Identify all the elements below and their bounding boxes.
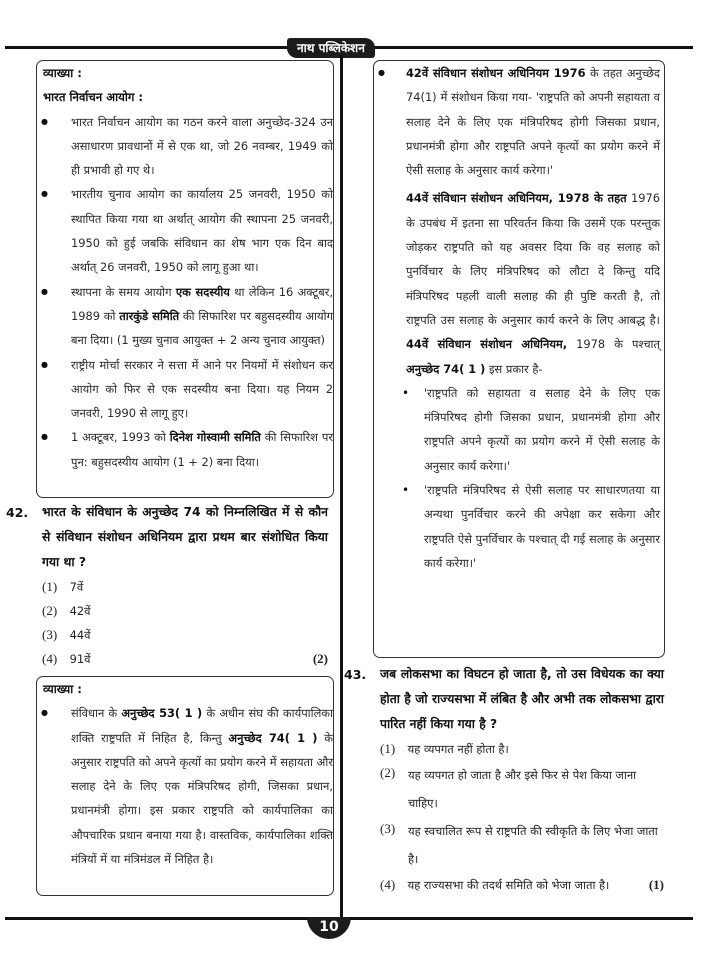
option-1	[42, 575, 328, 599]
explanation-label: व्याख्या :	[43, 66, 82, 80]
option-text: यह व्यपगत हो जाता है और इसे फिर से पेश किया जाना चाहिए।	[408, 768, 637, 810]
option-4	[42, 647, 328, 671]
option-label: (4)	[42, 651, 58, 666]
option-label: (3)	[380, 821, 396, 836]
question-text: जब लोकसभा का विघटन हो जाता है, तो उस विधेयक का क्या होता है जो राज्यसभा में लंबित है और अभी तक लोकसभा द्वारा पारित नहीं किया गया है ?	[380, 667, 664, 731]
para-text: 1978 के पश्चात्	[567, 337, 660, 352]
column-divider	[340, 55, 343, 917]
option-text: यह राज्यसभा की तदर्थ समिति को भेजा जाता है।	[407, 878, 610, 892]
option-text: यह स्वचालित रूप से राष्ट्रपति की स्वीकृति के लिए भेजा जाता है।	[408, 824, 658, 866]
sub-item: • 'राष्ट्रपति को सहायता व सलाह देने के लिए एक मंत्रिपरिषद होगी जिसका प्रधान, प्रधानमंत्री होगा और राष्ट्रपति अपने कृत्यों का प्रयोग करने में ऐसी सलाह के अनुसार कार्य करेगा।'	[394, 381, 664, 478]
sub-item: • 'राष्ट्रपति मंत्रिपरिषद से ऐसी सलाह पर साधारणतया या अन्यथा पुनर्विचार करने की अपेक्षा कर सकेगा और राष्ट्रपति ऐसे पुनर्विचार के पश्चात् दी गई सलाह के अनुसार कार्य करेगा।'	[394, 478, 664, 575]
explanation-box-article-74	[36, 676, 334, 896]
bullet-text: की सिफारिश पर पुन: बहुसदस्यीय आयोग (1 + 2) बना दिया।	[71, 430, 333, 469]
paragraph-44th-amendment	[374, 186, 664, 380]
option-2	[380, 761, 664, 817]
para-text: 1976 के उपबंध में इतना सा परिवर्तन किया कि उसमें एक परन्तुक जोड़कर राष्ट्रपति को यह अवसर दिया कि वह सलाह को पुनर्विचार के लिए मंत्रिपरिषद को लौटा दे किन्तु यदि मंत्रिपरिषद पहली वाली सलाह की ही पुष्टि करती है, तो राष्ट्रपति उस सलाह के अनुसार कार्य करने के लिए आबद्ध है।	[406, 191, 661, 327]
bullet-text: की सिफारिश पर बहुसदस्यीय आयोग बना दिया। (1 मुख्य चुनाव आयुक्त + 2 अन्य चुनाव आयुक्त)	[71, 308, 333, 348]
bullet-text: था लेकिन 16 अक्टूबर, 1989 को	[71, 284, 334, 323]
option-label: (2)	[380, 765, 396, 780]
bold-term: अनुच्छेद 74( 1 )	[228, 730, 318, 745]
bullet-item: ● राष्ट्रीय मोर्चा सरकार ने सत्ता में आने पर नियमों में संशोधन कर आयोग को फिर से एक सदस्यीय बना दिया। यह नियम 2 जनवरी, 1990 से लागू हुए।	[37, 353, 333, 426]
option-text: 91वें	[69, 652, 91, 666]
option-2	[42, 599, 328, 623]
bullet-text: 1 अक्टूबर, 1993 को	[71, 430, 170, 445]
bold-term: एक सदस्यीय	[175, 284, 230, 299]
page-number: 10	[307, 917, 351, 939]
answer-key: (1)	[648, 877, 664, 892]
option-3	[380, 817, 664, 873]
option-label: (1)	[380, 741, 396, 756]
bullet-item	[37, 425, 333, 474]
bold-term: तारकुंडे समिति	[119, 308, 180, 323]
option-1	[380, 737, 664, 761]
option-text: 7वें	[69, 580, 84, 594]
explanation-box-amendments	[373, 60, 665, 658]
bold-term: 44वें संविधान संशोधन अधिनियम, 1978 के तहत	[406, 191, 627, 206]
bold-term: दिनेश गोस्वामी समिति	[169, 430, 261, 445]
bullet-text: के अधीन संघ की कार्यपालिका शक्ति राष्ट्रपति में निहित है, किन्तु	[71, 706, 333, 745]
section-heading: भारत निर्वाचन आयोग :	[43, 90, 144, 105]
question-43	[344, 662, 664, 897]
bold-term: 42वें संविधान संशोधन अधिनियम 1976	[406, 66, 586, 80]
option-label: (2)	[42, 603, 58, 618]
publisher-tag: नाथ पब्लिकेशन	[287, 38, 375, 58]
option-label: (1)	[42, 579, 58, 594]
bullet-text: के अनुसार राष्ट्रपति को अपने कृत्यों का प्रयोग करने में सहायता और सलाह देने के लिए एक मंत्रिपरिषद होगी, जिसका प्रधान, प्रधानमंत्री होगा। इस प्रकार राष्ट्रपति को कार्यपालिका का औपचारिक प्रधान बनाया गया है। वास्तविक, कार्यपालिका शक्ति मंत्रियों में या मंत्रिमंडल में निहित है।	[71, 730, 333, 867]
question-number: 43.	[344, 667, 367, 682]
question-42	[6, 500, 328, 671]
bold-term: 44वें संविधान संशोधन अधिनियम,	[406, 337, 568, 352]
explanation-label: व्याख्या :	[43, 682, 82, 696]
bold-term: अनुच्छेद 53( 1 )	[121, 706, 203, 721]
bold-term: अनुच्छेद 74( 1 )	[406, 361, 486, 376]
bullet-item	[37, 280, 333, 353]
question-text: भारत के संविधान के अनुच्छेद 74 को निम्नलिखित में से कौन से संविधान संशोधन अधिनियम द्वारा प्रथम बार संशोधित किया गया था ?	[42, 505, 328, 569]
bullet-item-42nd-amendment	[374, 61, 664, 182]
bullet-text: संविधान के	[71, 706, 122, 721]
bullet-item: ● भारत निर्वाचन आयोग का गठन करने वाला अनुच्छेद-324 उन असाधारण प्रावधानों में से एक था, जो 26 नवम्बर, 1949 को ही प्रभावी हो गए थे।	[37, 110, 333, 183]
option-text: 42वें	[69, 604, 91, 618]
bullet-text: के तहत अनुच्छेद 74(1) में संशोधन किया गया- 'राष्ट्रपति को अपनी सहायता व सलाह देने के लिए एक मंत्रिपरिषद होगी जिसका प्रधान, प्रधानमंत्री होगा और राष्ट्रपति अपने कृत्यों का प्रयोग करने में ऐसी सलाह के अनुसार कार्य करेगा।'	[406, 66, 660, 178]
option-text: यह व्यपगत नहीं होता है।	[407, 742, 509, 756]
explanation-box-election-commission	[36, 60, 334, 498]
bullet-item: ● भारतीय चुनाव आयोग का कार्यालय 25 जनवरी, 1950 को स्थापित किया गया था अर्थात् आयोग की स्थापना 25 जनवरी, 1950 को हुई जबकि संविधान का शेष भाग एक दिन बाद अर्थात् 26 जनवरी, 1950 को लागू हुआ था।	[37, 182, 333, 279]
option-text: 44वें	[69, 628, 91, 642]
option-4	[380, 873, 664, 897]
bullet-item	[37, 701, 333, 871]
bullet-text: स्थापना के समय आयोग	[71, 284, 176, 299]
option-label: (4)	[380, 877, 396, 892]
option-3	[42, 623, 328, 647]
option-label: (3)	[42, 627, 58, 642]
question-number: 42.	[6, 505, 29, 520]
para-text: इस प्रकार है-	[485, 361, 543, 376]
answer-key: (2)	[312, 651, 328, 666]
